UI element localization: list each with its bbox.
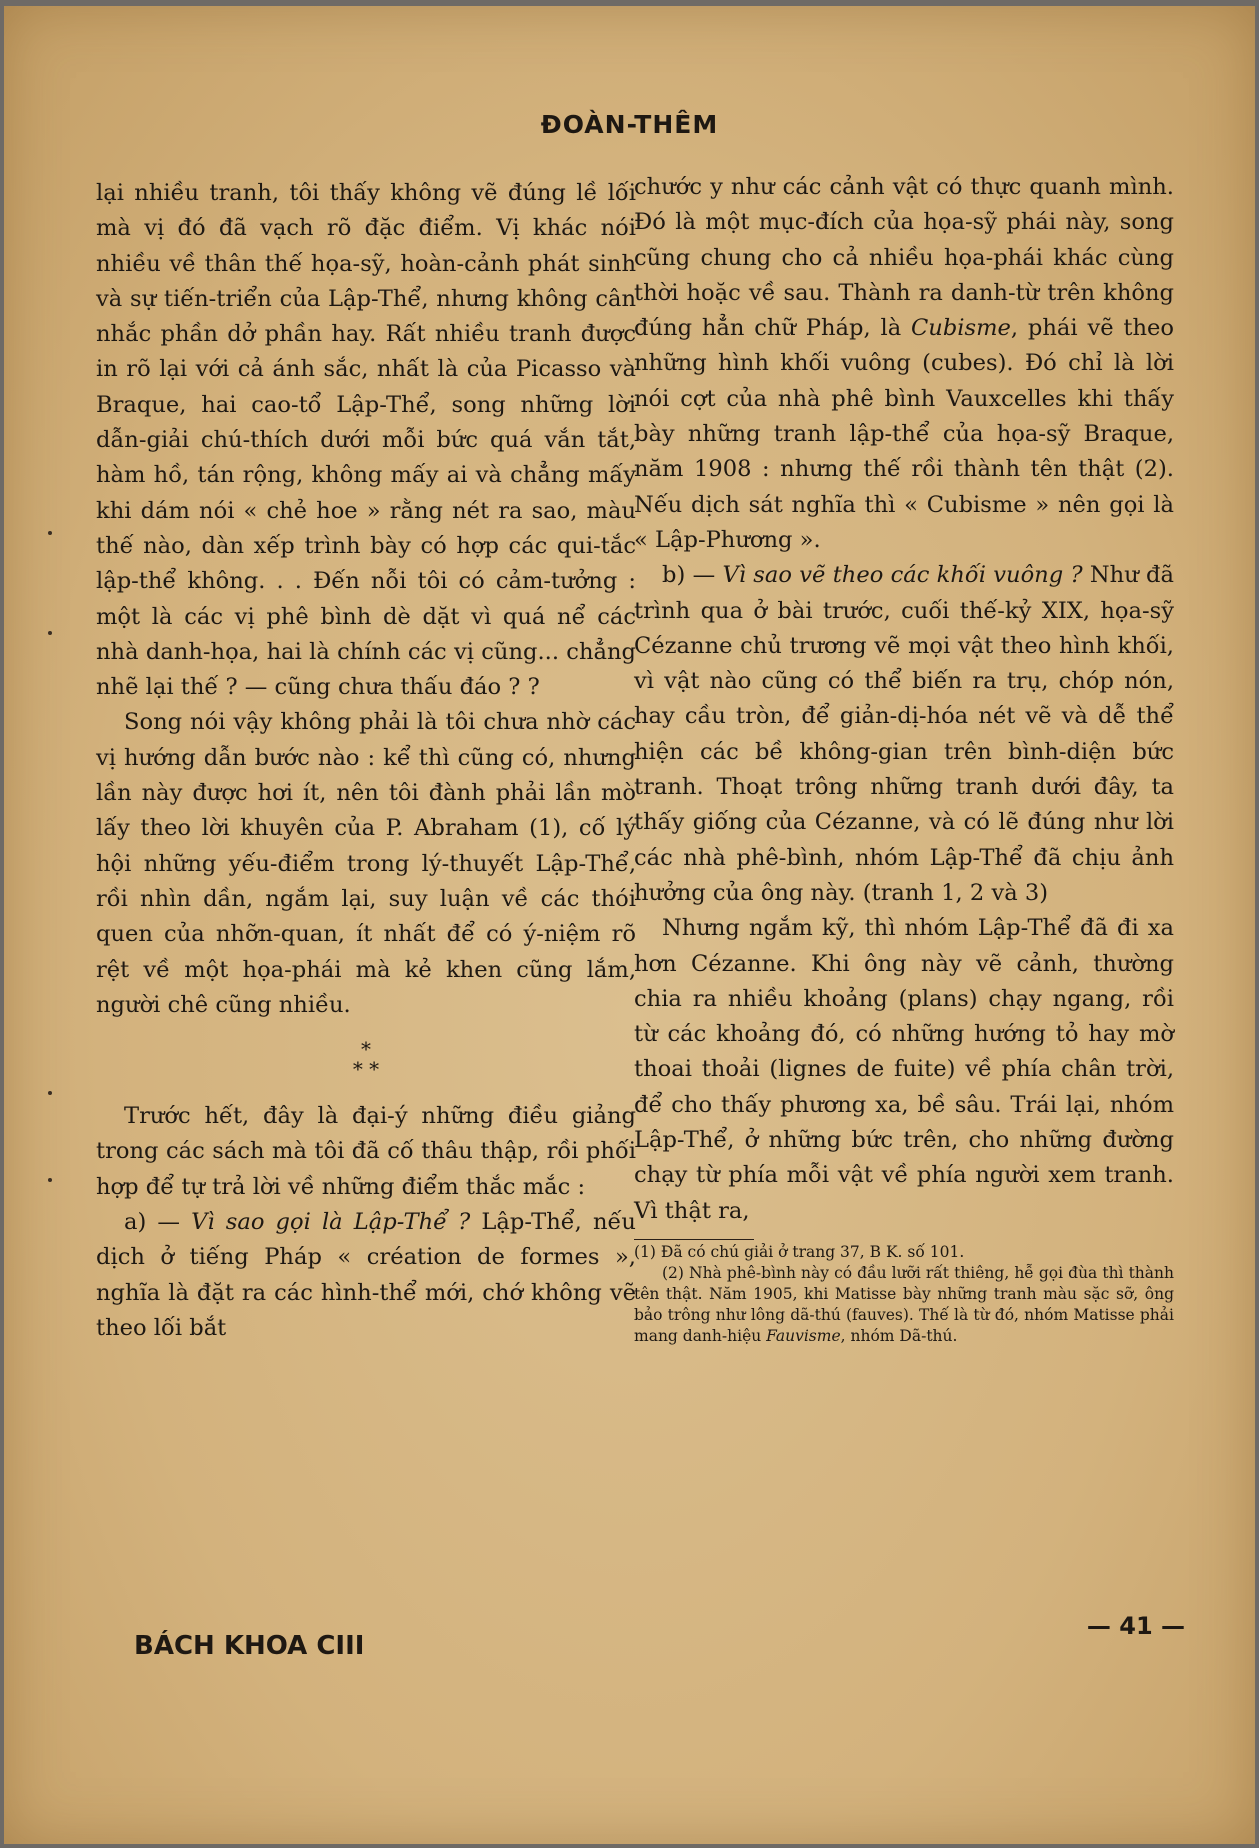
left-column (96, 176, 636, 1346)
paragraph: b) — Vì sao vẽ theo các khối vuông ? Như đã trình qua ở bài trước, cuối thế-kỷ XIX, họa-sỹ Cézanne chủ trương vẽ mọi vật theo hình khối, vì vật nào cũng có thể biến ra trụ, chóp nón, hay cầu tròn, để giản-dị-hóa nét vẽ và dễ thể hiện các bề không-gian trên bình-diện bức tranh. Thoạt trông những tranh dưới đây, ta thấy giống của Cézanne, và có lẽ đúng như lời các nhà phê-bình, nhóm Lập-Thể đã chịu ảnh hưởng của ông này. (tranh 1, 2 và 3) (634, 562, 1174, 906)
margin-mark (48, 1178, 52, 1182)
section-separator: * * * (352, 1037, 380, 1082)
page-number: — 41 — (1086, 1612, 1185, 1640)
footnote-rule (634, 1239, 754, 1240)
publication-footer: BÁCH KHOA CIII (134, 1631, 365, 1661)
paragraph: lại nhiều tranh, tôi thấy không vẽ đúng lề lối mà vị đó đã vạch rõ đặc điểm. Vị khác nói nhiều về thân thế họa-sỹ, hoàn-cảnh phát sinh và sự tiến-triển của Lập-Thể, nhưng không cân nhắc phần dở phần hay. Rất nhiều tranh được in rõ lại với cả ánh sắc, nhất là của Picasso và Braque, hai cao-tổ Lập-Thể, song những lời dẫn-giải chú-thích dưới mỗi bức quá vắn tắt, hàm hồ, tán rộng, không mấy ai và chẳng mấy khi dám nói « chẻ hoe » rằng nét ra sao, màu thế nào, dàn xếp trình bày có hợp các qui-tắc lập-thể không. . . Đến nỗi tôi có cảm-tưởng : một là các vị phê bình dè dặt vì quá nể các nhà danh-họa, hai là chính các vị cũng... chẳng nhẽ lại thế ? — cũng chưa thấu đáo ? ? (96, 180, 636, 701)
footnote: (1) Đã có chú giải ở trang 37, B K. số 101. (634, 1242, 965, 1261)
document-page (4, 6, 1255, 1844)
paragraph: Song nói vậy không phải là tôi chưa nhờ các vị hướng dẫn bước nào : kể thì cũng có, nhưng lần này được hơi ít, nên tôi đành phải lần mò lấy theo lời khuyên của P. Abraham (1), cố lý hội những yếu-điểm trong lý-thuyết Lập-Thể, rồi nhìn dần, ngắm lại, suy luận về các thói quen của nhỡn-quan, ít nhất để có ý-niệm rõ rệt về một họa-phái mà kẻ khen cũng lắm, người chê cũng nhiều. (96, 709, 636, 1018)
margin-mark (48, 531, 52, 535)
footnotes (634, 1239, 1174, 1347)
running-title: ĐOÀN-THÊM (540, 110, 719, 139)
paragraph: chước y như các cảnh vật có thực quanh mình. Đó là một mục-đích của họa-sỹ phái này, song cũng chung cho cả nhiều họa-phái khác cùng thời hoặc về sau. Thành ra danh-từ trên không đúng hẳn chữ Pháp, là Cubisme, phái vẽ theo những hình khối vuông (cubes). Đó chỉ là lời nói cợt của nhà phê bình Vauxcelles khi thấy bày những tranh lập-thể của họa-sỹ Braque, năm 1908 : nhưng thế rồi thành tên thật (2). Nếu dịch sát nghĩa thì « Cubisme » nên gọi là « Lập-Phương ». (634, 174, 1174, 553)
paragraph: Trước hết, đây là đại-ý những điều giảng trong các sách mà tôi đã cố thâu thập, rồi phối hợp để tự trả lời về những điểm thắc mắc : (96, 1103, 636, 1200)
margin-mark (48, 631, 52, 635)
paragraph: Nhưng ngắm kỹ, thì nhóm Lập-Thể đã đi xa hơn Cézanne. Khi ông này vẽ cảnh, thường chia ra nhiều khoảng (plans) chạy ngang, rồi từ các khoảng đó, có những hướng tỏ hay mờ thoai thoải (lignes de fuite) về phía chân trời, để cho thấy phương xa, bề sâu. Trái lại, nhóm Lập-Thể, ở những bức trên, cho những đường chạy từ phía mỗi vật về phía người xem tranh. Vì thật ra, (634, 915, 1174, 1224)
paragraph: a) — Vì sao gọi là Lập-Thể ? Lập-Thể, nếu dịch ở tiếng Pháp « création de formes », nghĩa là đặt ra các hình-thể mới, chớ không vẽ theo lối bắt (96, 1209, 636, 1341)
footnote: (2) Nhà phê-bình này có đầu lưỡi rất thiêng, hễ gọi đùa thì thành tên thật. Năm 1905, khi Matisse bày những tranh màu sặc sỡ, ông bảo trông như lông dã-thú (fauves). Thế là từ đó, nhóm Matisse phải mang danh-hiệu Fauvisme, nhóm Dã-thú. (634, 1263, 1174, 1345)
right-column (634, 170, 1174, 1347)
margin-mark (48, 1091, 52, 1095)
